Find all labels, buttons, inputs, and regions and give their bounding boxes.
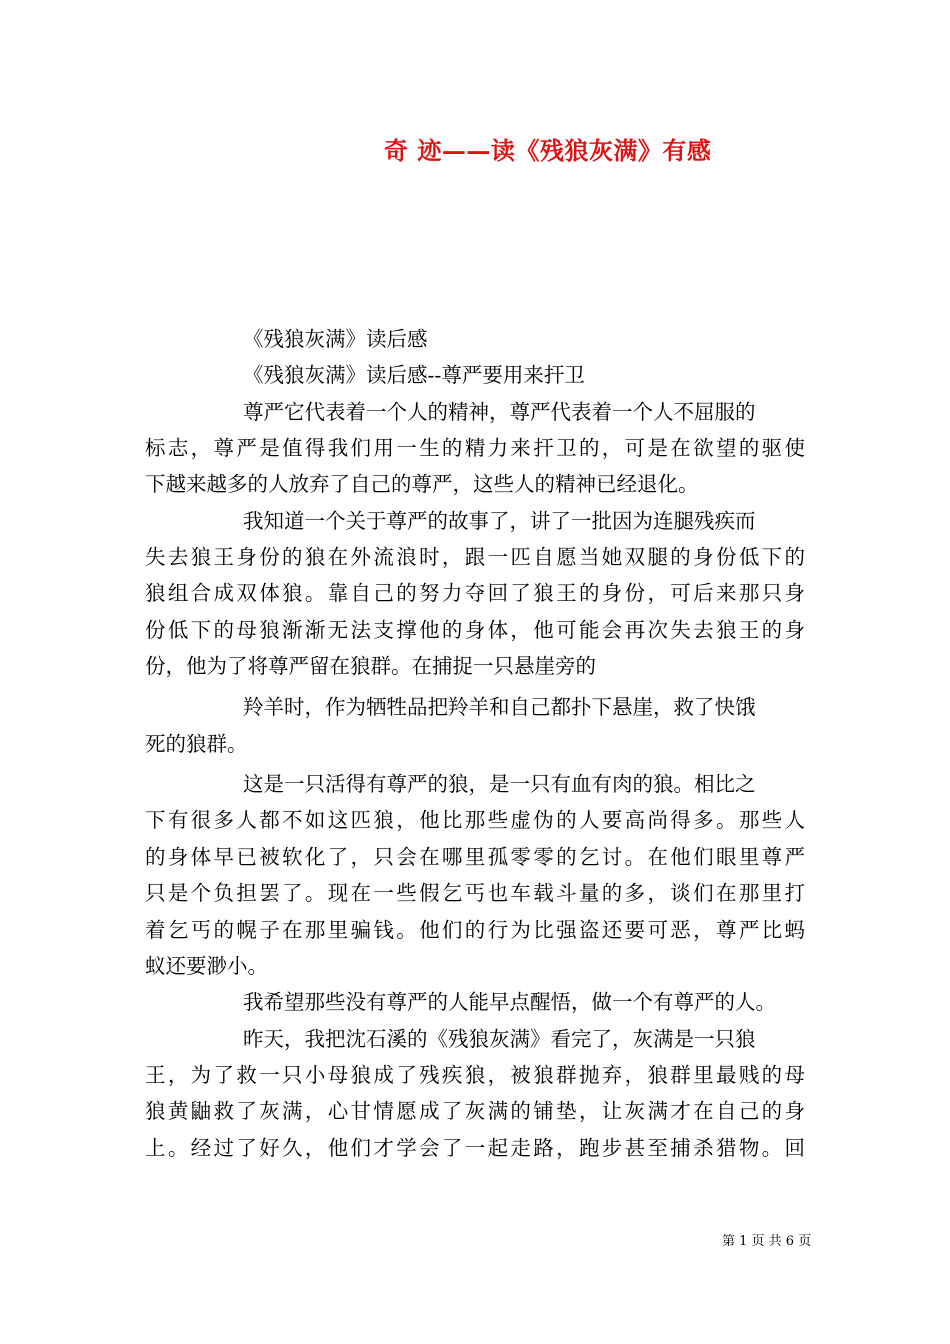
body-line: 下有很多人都不如这匹狼，他比那些虚伪的人要高尚得多。那些人 bbox=[145, 808, 805, 832]
body-line: 我知道一个关于尊严的故事了，讲了一批因为连腿残疾而 bbox=[243, 509, 756, 533]
body-line: 狼组合成双体狼。靠自己的努力夺回了狼王的身份，可后来那只身 bbox=[145, 581, 805, 605]
body-line: 尊严它代表着一个人的精神，尊严代表着一个人不屈服的 bbox=[243, 400, 756, 424]
page-number: 第 1 页 共 6 页 bbox=[722, 1234, 812, 1249]
body-line: 失去狼王身份的狼在外流浪时，跟一匹自愿当她双腿的身份低下的 bbox=[145, 545, 805, 569]
body-line: 狼黄鼬救了灰满，心甘情愿成了灰满的铺垫，让灰满才在自己的身 bbox=[145, 1099, 805, 1123]
body-line: 这是一只活得有尊严的狼，是一只有血有肉的狼。相比之 bbox=[243, 772, 756, 796]
body-line: 我希望那些没有尊严的人能早点醒悟，做一个有尊严的人。 bbox=[243, 990, 776, 1014]
body-line: 蚁还要渺小。 bbox=[145, 954, 268, 978]
body-line: 份，他为了将尊严留在狼群。在捕捉一只悬崖旁的 bbox=[145, 654, 596, 678]
body-line: 昨天，我把沈石溪的《残狼灰满》看完了，灰满是一只狼 bbox=[243, 1027, 756, 1051]
body-line: 《残狼灰满》读后感--尊严要用来扞卫 bbox=[243, 363, 585, 387]
body-line: 下越来越多的人放弃了自己的尊严，这些人的精神已经退化。 bbox=[145, 472, 699, 496]
body-line: 的身体早已被软化了，只会在哪里孤零零的乞讨。在他们眼里尊严 bbox=[145, 845, 805, 869]
body-line: 死的狼群。 bbox=[145, 732, 248, 756]
body-line: 上。经过了好久，他们才学会了一起走路，跑步甚至捕杀猎物。回 bbox=[145, 1136, 805, 1160]
body-line: 王，为了救一只小母狼成了残疾狼，被狼群抛弃，狼群里最贱的母 bbox=[145, 1063, 805, 1087]
body-line: 《残狼灰满》读后感 bbox=[243, 327, 428, 351]
body-line: 标志，尊严是值得我们用一生的精力来扞卫的，可是在欲望的驱使 bbox=[145, 436, 805, 460]
body-line: 着乞丐的幌子在那里骗钱。他们的行为比强盗还要可恶，尊严比蚂 bbox=[145, 918, 805, 942]
body-line: 羚羊时，作为牺牲品把羚羊和自己都扑下悬崖，救了快饿 bbox=[243, 695, 756, 719]
body-line: 份低下的母狼渐渐无法支撑他的身体，他可能会再次失去狼王的身 bbox=[145, 618, 805, 642]
body-line: 只是个负担罢了。现在一些假乞丐也车载斗量的多，谈们在那里打 bbox=[145, 881, 805, 905]
document-title: 奇 迹——读《残狼灰满》有感 bbox=[384, 136, 712, 165]
